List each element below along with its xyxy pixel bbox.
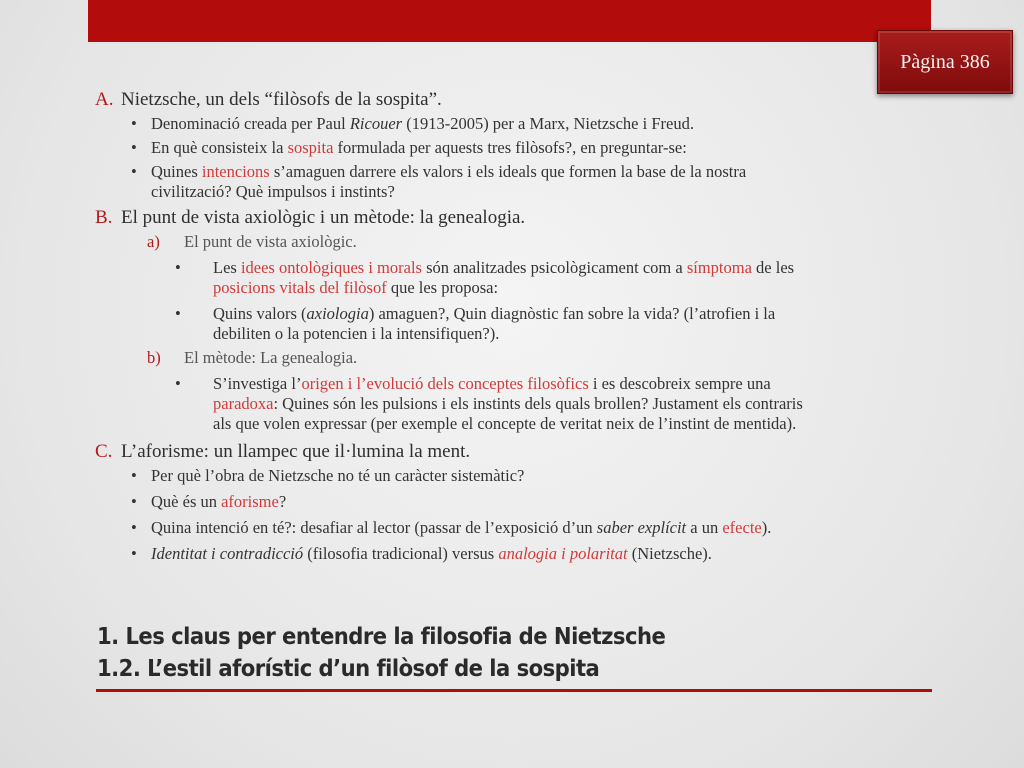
text: ?	[278, 492, 287, 511]
text-italic: axiologia	[306, 304, 369, 323]
slide-title-line-1: 1. Les claus per entendre la filosofia de Nietzsche	[97, 622, 666, 650]
section-c-bullet-3	[95, 518, 935, 538]
text: de les	[751, 258, 795, 277]
sub-a-marker: a)	[147, 232, 160, 251]
section-c-bullet-2	[95, 492, 935, 512]
highlight-text: analogia i polaritat	[498, 544, 628, 563]
text: són analitzades psicològicament com a	[421, 258, 687, 277]
section-b-title: El punt de vista axiològic i un mètode: la genealogia.	[121, 207, 526, 228]
top-accent-bar	[88, 0, 931, 42]
text-italic: saber explícit	[596, 518, 687, 537]
text: En què consisteix la	[151, 138, 288, 157]
text: ) amaguen?, Quin diagnòstic fan sobre la vida? (l’atrofien i la	[368, 304, 776, 323]
section-c-heading	[95, 440, 935, 466]
highlight-text: posicions vitals del filòsof	[213, 278, 387, 297]
bullet-icon: •	[175, 258, 181, 277]
section-a-heading	[95, 88, 935, 114]
text: S’investiga l’	[213, 374, 302, 393]
bullet-icon: •	[131, 162, 137, 181]
text: (filosofia tradicional) versus	[303, 544, 499, 563]
text: (Nietzsche).	[627, 544, 712, 563]
text: Quins valors (	[213, 304, 307, 323]
section-b-letter: B.	[95, 207, 113, 228]
text: Quines	[151, 162, 202, 181]
text: s’amaguen darrere els valors i els ideals que formen la base de la nostra	[269, 162, 747, 181]
bullet-icon: •	[131, 492, 137, 511]
highlight-text: sospita	[287, 138, 334, 157]
text-italic: Identitat i contradicció	[151, 544, 304, 563]
slide-title-line-2: 1.2. L’estil aforístic d’un filòsof de la sospita	[97, 654, 600, 682]
text: a un	[686, 518, 723, 537]
text: Denominació creada per Paul	[151, 114, 350, 133]
text: i es descobreix sempre una	[588, 374, 771, 393]
title-underline	[96, 689, 932, 692]
slide-content	[95, 88, 935, 564]
section-a-letter: A.	[95, 89, 114, 110]
section-c-bullet-1	[95, 466, 935, 486]
section-c-letter: C.	[95, 441, 113, 462]
sub-b-marker: b)	[147, 348, 161, 367]
text: que les proposa:	[386, 278, 499, 297]
text: Quina intenció en té?: desafiar al lector (passar de l’exposició d’un	[151, 518, 597, 537]
bullet-icon: •	[131, 466, 137, 485]
sub-a-title: El punt de vista axiològic.	[184, 232, 357, 251]
text: debiliten o la potencien i la intensifiquen?).	[213, 324, 500, 343]
text: Les	[213, 258, 241, 277]
sub-a-bullet-1	[95, 258, 935, 298]
sub-b-bullet-1	[95, 374, 935, 434]
text: formulada per aquests tres filòsofs?, en preguntar-se:	[333, 138, 687, 157]
section-a-title: Nietzsche, un dels “filòsofs de la sospita”.	[121, 89, 442, 110]
text: Per què l’obra de Nietzsche no té un caràcter sistemàtic?	[151, 466, 525, 485]
text: : Quines són les pulsions i els instints dels quals brollen? Justament els contraris	[273, 394, 803, 413]
section-c-title: L’aforisme: un llampec que il·lumina la ment.	[121, 441, 471, 462]
bullet-icon: •	[131, 518, 137, 537]
sub-a-bullet-2	[95, 304, 935, 344]
bullet-icon: •	[131, 114, 137, 133]
highlight-text: intencions	[201, 162, 270, 181]
text: ).	[761, 518, 772, 537]
section-b-sub-b	[95, 348, 935, 368]
highlight-text: símptoma	[686, 258, 752, 277]
section-c-bullet-4	[95, 544, 935, 564]
section-a-bullet-2	[95, 138, 935, 158]
text: als que volen expressar (per exemple el concepte de veritat neix de l’instint de mentida).	[213, 414, 797, 433]
page-number-badge: Pàgina 386	[877, 30, 1013, 94]
text-italic: Ricouer	[349, 114, 403, 133]
section-a-bullet-1	[95, 114, 935, 134]
bullet-icon: •	[175, 304, 181, 323]
highlight-text: paradoxa	[213, 394, 274, 413]
section-b-heading	[95, 206, 935, 232]
highlight-text: origen i l’evolució dels conceptes filosòfics	[301, 374, 589, 393]
text: (1913-2005) per a Marx, Nietzsche i Freud.	[402, 114, 694, 133]
highlight-text: aforisme	[221, 492, 279, 511]
text: Què és un	[151, 492, 222, 511]
text: civilització? Què impulsos i instints?	[151, 182, 395, 201]
highlight-text: efecte	[722, 518, 762, 537]
bullet-icon: •	[131, 544, 137, 563]
section-b-sub-a	[95, 232, 935, 252]
bullet-icon: •	[131, 138, 137, 157]
highlight-text: idees ontològiques i morals	[240, 258, 422, 277]
sub-b-title: El mètode: La genealogia.	[184, 348, 358, 367]
slide-title	[97, 620, 853, 684]
section-a-bullet-3	[95, 162, 935, 202]
bullet-icon: •	[175, 374, 181, 393]
